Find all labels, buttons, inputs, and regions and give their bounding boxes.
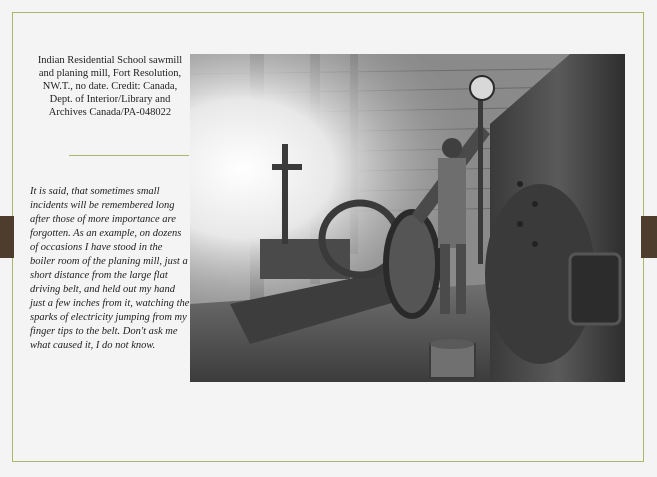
sawmill-photo (190, 54, 625, 382)
right-edge-tab (641, 216, 657, 258)
sawmill-photo-illustration (190, 54, 625, 382)
quote-text: It is said, that sometimes small incidents will be remembered long after those of more importance are forgotten. As an example, on dozens of occasions I have stood in the boiler room of the planing mill, just a short distance from the large flat driving belt, and held out my hand just a few inches from it, watching the sparks of electricity jumping from my finger tips to the belt. Don't ask me what caused it, I do not know. (30, 186, 190, 351)
left-edge-tab (0, 216, 14, 258)
photo-caption: Indian Residential School sawmill and planing mill, Fort Resolution, NW.T., no date. Credit: Canada, Dept. of Interior/Library and Archives Canada/PA-048022 (37, 55, 183, 118)
caption-divider (69, 155, 189, 156)
